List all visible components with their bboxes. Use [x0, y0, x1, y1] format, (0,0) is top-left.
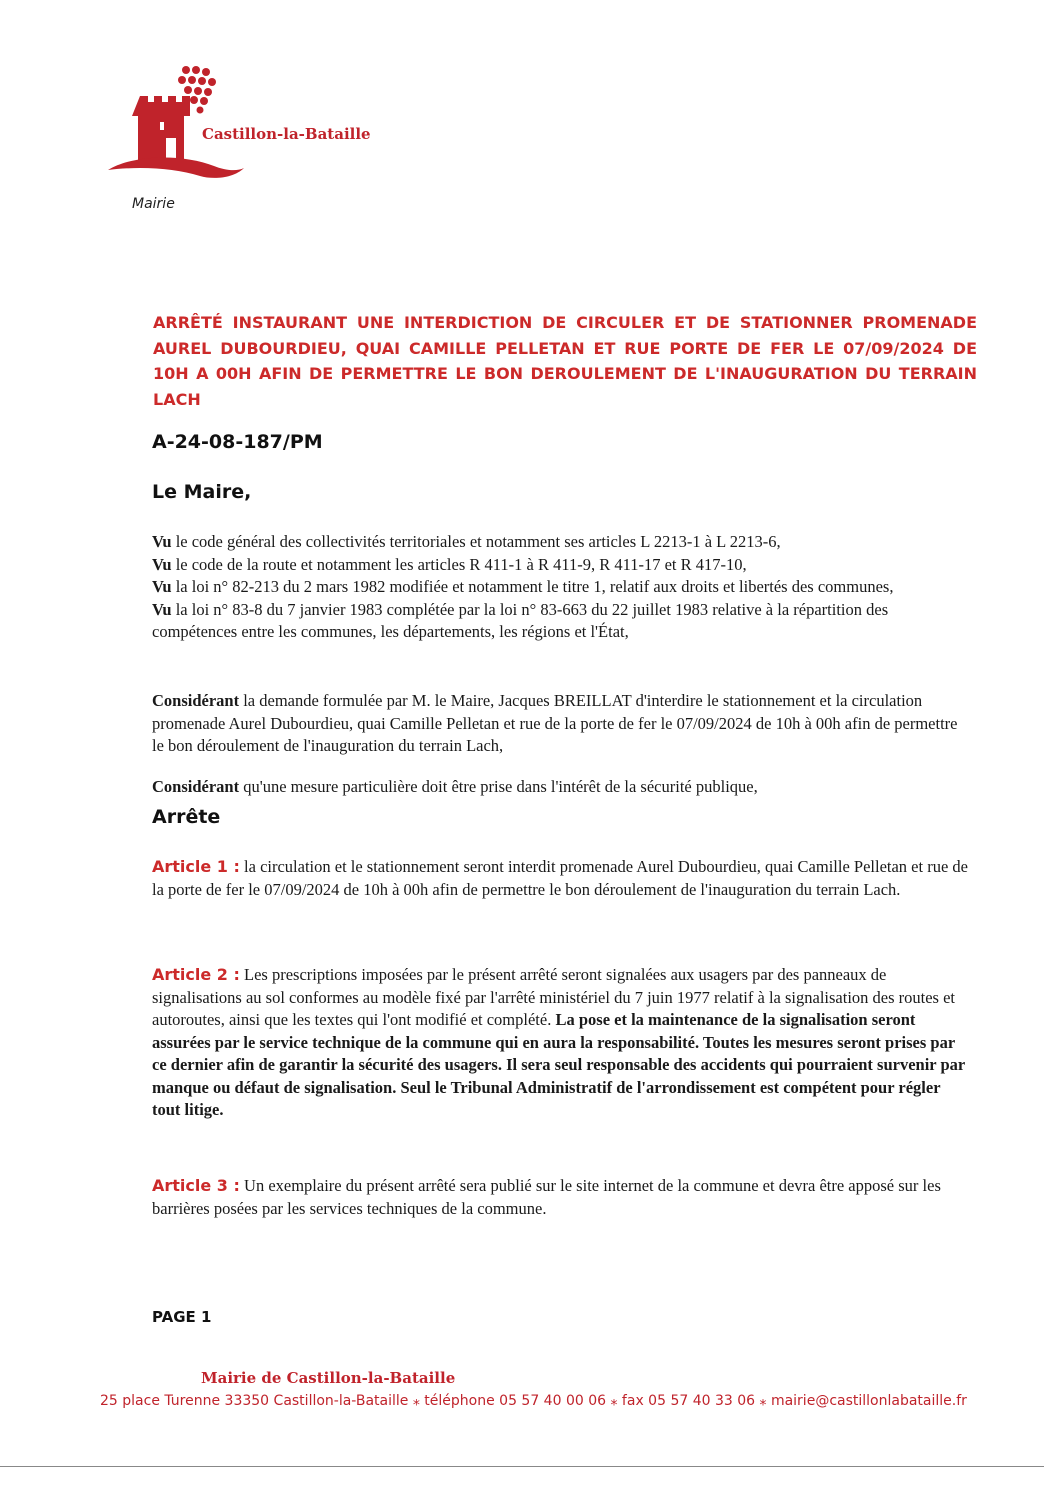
article-2: Article 2 : Les prescriptions imposées par le présent arrêté seront signalées aux usagers par des panneaux de signalisations au sol conformes au modèle fixé par l'arrêté ministériel du 7 juin 1977 relatif à la signalisation des routes et autoroutes, ainsi que les textes qui l'ont modifié et complété. La pose et la maintenance de la signalisation seront assurées par le service technique de la commune qui en aura la responsabilité. Toutes les mesures seront prises par ce dernier afin de garantir la sécurité des usagers. Il sera seul responsable des accidents qui pourraient survenir par manque ou défaut de signalisation. Seul le Tribunal Administratif de l'arrondissement est compétent pour régler tout litige.	[152, 965, 965, 1119]
article-3-label: Article 3 :	[152, 1176, 240, 1195]
visa-item: Vu le code général des collectivités territoriales et notamment ses articles L 2213-1 à L 2213-6,	[152, 532, 781, 551]
footer-name: Mairie de Castillon-la-Bataille	[201, 1369, 456, 1387]
footer-address: 25 place Turenne 33350 Castillon-la-Bataille ⁎ téléphone 05 57 40 00 06 ⁎ fax 05 57 40 33 06 ⁎ mairie@castillonlabataille.fr	[100, 1393, 967, 1409]
visas-list	[152, 531, 952, 644]
salutation: Le Maire,	[152, 481, 252, 503]
page-number: PAGE 1	[152, 1308, 212, 1326]
article-2-label: Article 2 :	[152, 965, 240, 984]
article-1-label: Article 1 :	[152, 857, 240, 876]
considerant-2: Considérant qu'une mesure particulière doit être prise dans l'intérêt de la sécurité publique,	[152, 777, 758, 796]
visa-item: Vu le code de la route et notamment les articles R 411-1 à R 411-9, R 411-17 et R 417-10,	[152, 554, 747, 574]
visa-item: Vu la loi n° 83-8 du 7 janvier 1983 complétée par la loi n° 83-663 du 22 juillet 1983 relative à la répartition des compétences entre les communes, les départements, les régions et l'État,	[152, 599, 889, 641]
town-name: Castillon-la-Bataille	[202, 125, 371, 143]
visa-item: Vu la loi n° 82-213 du 2 mars 1982 modifiée et notamment le titre 1, relatif aux droits et libertés des communes,	[152, 577, 894, 596]
article-3: Article 3 : Un exemplaire du présent arrêté sera publié sur le site internet de la commune et devra être apposé sur les barrières posées par les services techniques de la commune.	[152, 1176, 941, 1218]
document-title: ARRÊTÉ INSTAURANT UNE INTERDICTION DE CIRCULER ET DE STATIONNER PROMENADE AUREL DUBOURDIEU, QUAI CAMILLE PELLETAN ET RUE PORTE DE FER LE 07/09/2024 DE 10H A 00H AFIN DE PERMETTRE LE BON DEROULEMENT DE L'INAUGURATION DU TERRAIN LACH	[153, 313, 977, 409]
arrete-heading: Arrête	[152, 806, 221, 828]
considerant-1: Considérant la demande formulée par M. le Maire, Jacques BREILLAT d'interdire le stationnement et la circulation promenade Aurel Dubourdieu, quai Camille Pelletan et rue de la porte de fer le 07/09/2024 de 10h à 00h afin de permettre le bon déroulement de l'inauguration du terrain Lach,	[152, 691, 958, 755]
article-1: Article 1 : la circulation et le stationnement seront interdit promenade Aurel Dubourdieu, quai Camille Pelletan et rue de la porte de fer le 07/09/2024 de 10h à 00h afin de permettre le bon déroulement de l'inauguration du terrain Lach.	[152, 857, 968, 899]
bottom-divider	[0, 1466, 1044, 1467]
reference-number: A-24-08-187/PM	[152, 431, 323, 453]
mairie-label: Mairie	[132, 196, 175, 212]
